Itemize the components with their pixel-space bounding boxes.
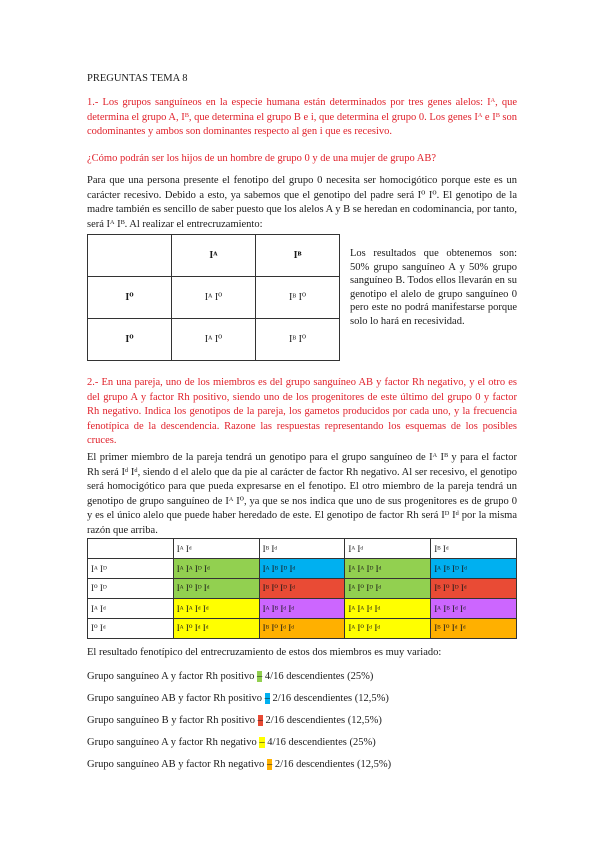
result-value: 4/16 descendientes (25%) [264,737,376,748]
punnett-table-1 [87,234,340,361]
table-row-header: Iᴬ Iᴰ [88,559,174,579]
table-cell: Iᴬ I⁰ Iᴰ Iᵈ [173,579,259,599]
table-cell: Iᴬ Iᴬ Iᴰ Iᵈ [173,559,259,579]
table-cell: Iᴮ I⁰ [256,319,340,361]
table-cell: Iᴮ I⁰ [256,277,340,319]
table-cell: Iᴬ Iᴬ Iᵈ Iᵈ [345,599,431,619]
result-line [87,693,389,704]
page-title: PREGUNTAS TEMA 8 [87,73,188,84]
result-line [87,715,382,726]
table-cell: Iᴬ Iᴬ Iᴰ Iᵈ [345,559,431,579]
summary-text: El resultado fenotípico del entrecruzamiento de estos dos miembros es muy variado: [87,647,442,658]
table-row-header: I⁰ Iᵈ [88,619,174,639]
table-cell: Iᴬ Iᴮ Iᴰ Iᵈ [259,559,345,579]
table-header: Iᴬ Iᵈ [173,539,259,559]
table-row-header: I⁰ [88,277,172,319]
result-label: Grupo sanguíneo A y factor Rh negativo [87,737,260,748]
table-header: Iᴬ [172,235,256,277]
result-line [87,759,391,770]
table-cell [88,235,172,277]
table-cell: Iᴬ Iᴮ Iᵈ Iᵈ [431,599,517,619]
result-label: Grupo sanguíneo B y factor Rh positivo [87,715,258,726]
punnett-table-2 [87,538,517,639]
question-2-text: 2.- En una pareja, uno de los miembros es del grupo sanguíneo AB y factor Rh negativo, y el otro es del grupo A y factor Rh positivo, siendo uno de los progenitores de este último del grupo 0 y factor Rh negativo. Indica los genotipos de la pareja, los gametos producidos por cada uno, y la frecuencia fenotípica de la descendencia. Razone las respuestas representando los esquemas de los posibles cruces. [87,377,517,446]
results-side-text: Los resultados que obtenemos son: 50% grupo sanguíneo A y 50% grupo sanguíneo B. Todos ellos llevarán en su genotipo el alelo de grupo sanguíneo 0 pero este no podrá manifestarse porque solo lo hará en recesividad. [350,248,517,327]
color-marker: – [257,715,263,726]
result-label: Grupo sanguíneo AB y factor Rh negativo [87,759,267,770]
result-line [87,737,376,748]
result-value: 2/16 descendientes (12,5%) [262,715,382,726]
result-label: Grupo sanguíneo A y factor Rh positivo [87,671,258,682]
color-marker: – [264,693,270,704]
table-cell: Iᴬ Iᴮ Iᵈ Iᵈ [259,599,345,619]
table-row-header: I⁰ Iᴰ [88,579,174,599]
table-cell: Iᴬ Iᴮ Iᴰ Iᵈ [431,559,517,579]
table-cell: Iᴮ I⁰ Iᴰ Iᵈ [259,579,345,599]
table-header: Iᴮ [256,235,340,277]
color-marker: – [257,671,263,682]
result-label: Grupo sanguíneo AB y factor Rh positivo [87,693,265,704]
table-header: Iᴮ Iᵈ [431,539,517,559]
table-row-header: I⁰ [88,319,172,361]
table-cell: Iᴬ I⁰ [172,277,256,319]
table-cell: Iᴬ I⁰ [172,319,256,361]
result-line [87,671,373,682]
table-row-header: Iᴬ Iᵈ [88,599,174,619]
result-value: 4/16 descendientes (25%) [262,671,374,682]
result-value: 2/16 descendientes (12,5%) [269,693,389,704]
table-cell: Iᴬ I⁰ Iᴰ Iᵈ [345,579,431,599]
result-value: 2/16 descendientes (12,5%) [272,759,392,770]
table-cell [88,539,174,559]
color-marker: – [259,737,265,748]
table-cell: Iᴬ I⁰ Iᵈ Iᵈ [345,619,431,639]
table-cell: Iᴮ I⁰ Iᵈ Iᵈ [259,619,345,639]
table-cell: Iᴬ I⁰ Iᵈ Iᵈ [173,619,259,639]
table-cell: Iᴮ I⁰ Iᴰ Iᵈ [431,579,517,599]
color-marker: – [266,759,273,770]
answer-1-text: Para que una persona presente el fenotipo del grupo 0 necesita ser homocigótico porque este es un carácter recesivo. Debido a esto, ya sabemos que el genotipo del padre será I⁰ I⁰. El genotipo de la madre también es sencillo de saber puesto que los alelos A y B se heredan en codominancia, por tanto, será Iᴬ Iᴮ. Al realizar el entrecruzamiento: [87,175,517,230]
question-1-text: 1.- Los grupos sanguíneos en la especie humana están determinados por tres genes alelos: Iᴬ, que determina el grupo A, Iᴮ, que determina el grupo B e i, que determina el grupo 0. Los genes Iᴬ e Iᴮ son codominantes y ambos son dominantes respecto al gen i que es recesivo. [87,97,517,137]
table-cell: Iᴬ Iᴬ Iᵈ Iᵈ [173,599,259,619]
question-1-prompt: ¿Cómo podrán ser los hijos de un hombre de grupo 0 y de una mujer de grupo AB? [87,153,437,164]
table-header: Iᴮ Iᵈ [259,539,345,559]
table-header: Iᴬ Iᵈ [345,539,431,559]
answer-2-text: El primer miembro de la pareja tendrá un genotipo para el grupo sanguíneo de Iᴬ Iᴮ y para el factor Rh será Iᵈ Iᵈ, siendo d el alelo que da pie al carácter de factor Rh negativo. Al ser recesivo, el genotipo será homocigótico para que pueda expresarse en el fenotipo. El otro miembro de la pareja tendrá un genotipo de grupo sanguíneo de Iᴬ I⁰, ya que se nos indica que uno de sus progenitores es de grupo 0 y es el único alelo que puede haber heredado de este. El genotipo de factor Rh será Iᴰ Iᵈ por la misma razón que arriba. [87,452,517,536]
table-cell: Iᴮ I⁰ Iᵈ Iᵈ [431,619,517,639]
